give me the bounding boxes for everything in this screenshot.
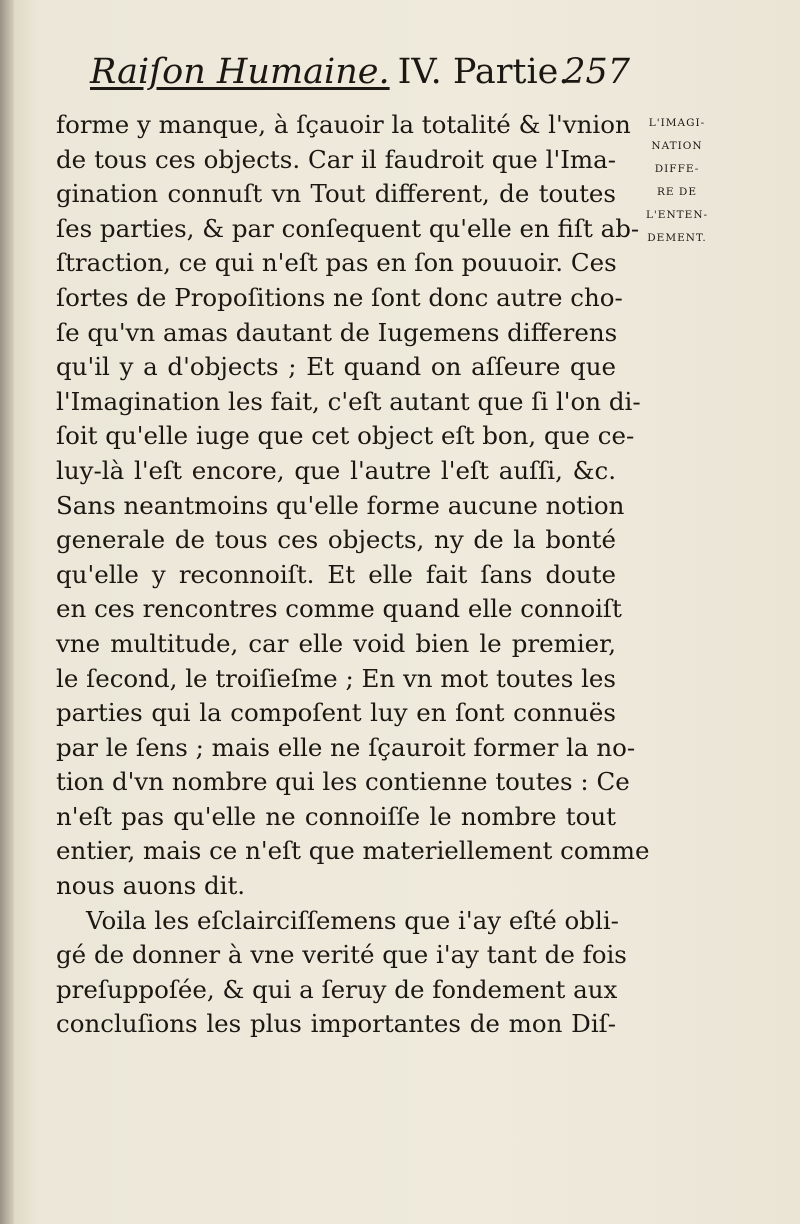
text-line: qu'elle y reconnoiſt. Et elle fait ſans doute (56, 559, 616, 589)
text-line: preſuppoſée, & qui a ſeruy de fondement aux (56, 974, 618, 1004)
text-line: ſoit qu'elle iuge que cet object eſt bon, que ce- (56, 421, 635, 451)
text-line: de tous ces objects. Car il faudroit que l'Ima- (56, 144, 616, 174)
text-line: en ces rencontres comme quand elle connoiſt (56, 594, 622, 624)
text-line: gination connuſt vn Tout different, de toutes (56, 179, 616, 209)
page-number: 257 (563, 52, 630, 92)
paragraph-start-line: Voila les eſclairciſſemens que i'ay eſté obli- (86, 905, 619, 935)
text-line: ſtraction, ce qui n'eſt pas en ſon pouuoir. Ces (56, 248, 617, 278)
margin-note-line: DEMENT. (647, 232, 707, 244)
text-line: nous auons dit. (56, 871, 246, 901)
text-line: forme y manque, à ſçauoir la totalité & l'vnion (56, 110, 631, 139)
text-line: generale de tous ces objects, ny de la bonté (56, 525, 616, 555)
running-header (90, 52, 630, 102)
page-gutter (0, 0, 14, 1224)
running-title: Raiſon Humaine. (90, 52, 390, 92)
margin-note-line: DIFFE- (654, 163, 700, 175)
text-line: gé de donner à vne verité que i'ay tant de fois (56, 940, 627, 970)
text-line: Sans neantmoins qu'elle forme aucune notion (56, 490, 625, 520)
text-line: entier, mais ce n'eſt que materiellement comme (56, 836, 650, 866)
text-line: tion d'vn nombre qui les contienne toutes : Ce (56, 767, 630, 797)
text-line: luy-là l'eſt encore, que l'autre l'eſt auſſi, &c. (56, 455, 616, 485)
body-text (56, 108, 650, 1042)
text-line: l'Imagination les fait, c'eſt autant que ſi l'on di- (56, 386, 641, 416)
margin-note-line: L'ENTEN- (645, 209, 709, 221)
text-line: qu'il y a d'objects ; Et quand on aſſeure que (56, 352, 616, 382)
margin-note-line: NATION (651, 140, 703, 152)
text-line: concluſions les plus importantes de mon Diſ- (56, 1009, 616, 1039)
part-label: IV. Partie. (397, 52, 570, 92)
text-line: parties qui la compoſent luy en ſont connuës (56, 698, 616, 728)
text-line: par le ſens ; mais elle ne ſçauroit former la no- (56, 732, 636, 762)
margin-note-line: L'IMAGI- (648, 117, 706, 129)
text-line: ſortes de Propoſitions ne ſont donc autre cho- (56, 282, 623, 312)
margin-note (636, 112, 718, 250)
text-line: le ſecond, le troiſieſme ; En vn mot toutes les (56, 663, 616, 693)
text-line: vne multitude, car elle void bien le premier, (56, 628, 616, 658)
text-line: ſe qu'vn amas dautant de Iugemens differens (56, 317, 618, 347)
margin-note-line: RE DE (657, 186, 697, 198)
text-line: n'eſt pas qu'elle ne connoiſſe le nombre tout (56, 801, 616, 831)
text-line: ſes parties, & par conſequent qu'elle en fiſt ab- (56, 213, 640, 243)
